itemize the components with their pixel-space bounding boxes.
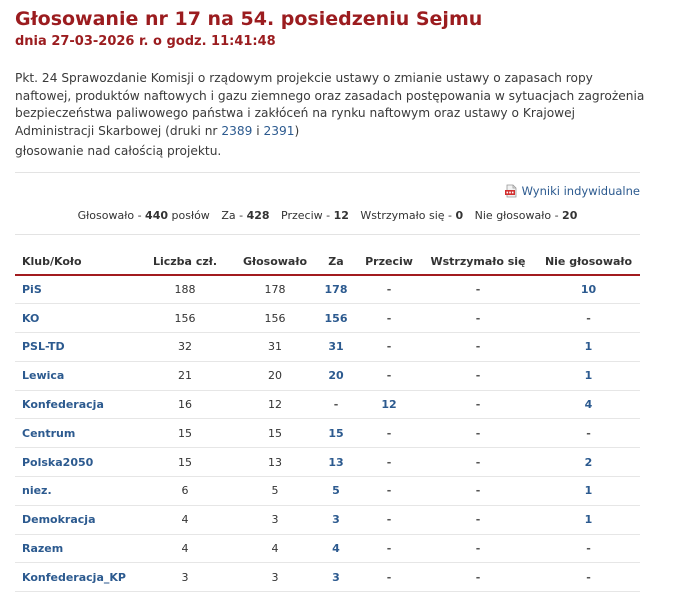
cell-voted: 5 <box>237 477 313 506</box>
cell-abstain: - <box>419 275 537 304</box>
cell-club[interactable]: Konfederacja_KP <box>15 563 133 592</box>
individual-results-label[interactable]: Wyniki indywidualne <box>521 184 640 198</box>
cell-for: 15 <box>313 419 359 448</box>
divider <box>15 234 640 235</box>
cell-novote: 1 <box>537 505 640 534</box>
cell-abstain: - <box>419 505 537 534</box>
divider <box>15 172 640 173</box>
col-header-members: Liczba czł. <box>133 248 237 275</box>
cell-against: - <box>359 477 419 506</box>
col-header-abstain: Wstrzymało się <box>419 248 537 275</box>
cell-members: 16 <box>133 390 237 419</box>
table-row <box>15 448 640 477</box>
cell-voted: 4 <box>237 534 313 563</box>
cell-abstain: - <box>419 477 537 506</box>
summary-against: Przeciw - 12 <box>281 209 349 222</box>
individual-results-link[interactable] <box>504 184 640 198</box>
table-row <box>15 563 640 592</box>
cell-voted: 156 <box>237 304 313 333</box>
cell-novote: 1 <box>537 333 640 362</box>
cell-members: 21 <box>133 361 237 390</box>
cell-novote: 4 <box>537 390 640 419</box>
cell-club[interactable]: Polska2050 <box>15 448 133 477</box>
cell-abstain: - <box>419 563 537 592</box>
cell-abstain: - <box>419 419 537 448</box>
col-header-for: Za <box>313 248 359 275</box>
cell-for: 5 <box>313 477 359 506</box>
cell-members: 4 <box>133 505 237 534</box>
cell-novote: 10 <box>537 275 640 304</box>
cell-for: 3 <box>313 563 359 592</box>
table-row <box>15 361 640 390</box>
pdf-icon <box>504 184 518 198</box>
table-row <box>15 304 640 333</box>
cell-for: 31 <box>313 333 359 362</box>
cell-members: 32 <box>133 333 237 362</box>
cell-voted: 31 <box>237 333 313 362</box>
summary-abstain: Wstrzymało się - 0 <box>360 209 464 222</box>
summary-novote: Nie głosowało - 20 <box>474 209 578 222</box>
table-row <box>15 419 640 448</box>
table-row <box>15 390 640 419</box>
cell-voted: 3 <box>237 563 313 592</box>
cell-club[interactable]: Lewica <box>15 361 133 390</box>
table-row <box>15 333 640 362</box>
cell-members: 15 <box>133 419 237 448</box>
table-header-row <box>15 248 640 275</box>
table-row <box>15 477 640 506</box>
cell-abstain: - <box>419 333 537 362</box>
cell-abstain: - <box>419 304 537 333</box>
agenda-description <box>15 70 645 140</box>
cell-club[interactable]: KO <box>15 304 133 333</box>
cell-members: 4 <box>133 534 237 563</box>
cell-for: - <box>313 390 359 419</box>
cell-voted: 12 <box>237 390 313 419</box>
cell-members: 156 <box>133 304 237 333</box>
cell-club[interactable]: Centrum <box>15 419 133 448</box>
col-header-voted: Głosowało <box>237 248 313 275</box>
table-row <box>15 505 640 534</box>
cell-voted: 178 <box>237 275 313 304</box>
col-header-club: Klub/Koło <box>15 248 133 275</box>
agenda-text: Pkt. 24 Sprawozdanie Komisji o rządowym projekcie ustawy o zmianie ustawy o zapasach ropy naftowej, produktów naftowych i gazu ziemnego oraz zasadach postępowania w sytuacjach zagrożenia bezpieczeństwa paliwowego państwa i zakłóceń na rynku naftowym oraz ustawy o Krajowej Administracji Skarbowej (druki nr <box>15 71 645 138</box>
cell-voted: 15 <box>237 419 313 448</box>
cell-novote: 2 <box>537 448 640 477</box>
summary-for: Za - 428 <box>221 209 270 222</box>
col-header-against: Przeciw <box>359 248 419 275</box>
vote-summary <box>15 209 640 222</box>
cell-novote: - <box>537 534 640 563</box>
cell-voted: 3 <box>237 505 313 534</box>
col-header-novote: Nie głosowało <box>537 248 640 275</box>
cell-club[interactable]: niez. <box>15 477 133 506</box>
table-row <box>15 534 640 563</box>
cell-club[interactable]: PiS <box>15 275 133 304</box>
cell-abstain: - <box>419 534 537 563</box>
cell-novote: - <box>537 563 640 592</box>
cell-for: 178 <box>313 275 359 304</box>
cell-members: 6 <box>133 477 237 506</box>
cell-against: - <box>359 333 419 362</box>
print-link-2389[interactable]: 2389 <box>221 123 253 138</box>
cell-against: - <box>359 304 419 333</box>
cell-novote: - <box>537 304 640 333</box>
print-joiner: i <box>252 123 264 138</box>
cell-novote: 1 <box>537 361 640 390</box>
cell-against: - <box>359 419 419 448</box>
cell-for: 4 <box>313 534 359 563</box>
summary-voted: Głosowało - 440 posłów <box>77 209 210 222</box>
agenda-closing: ) <box>294 123 300 138</box>
cell-voted: 13 <box>237 448 313 477</box>
cell-club[interactable]: Demokracja <box>15 505 133 534</box>
results-table <box>15 248 640 592</box>
cell-for: 156 <box>313 304 359 333</box>
vote-scope: głosowanie nad całością projektu. <box>15 144 222 158</box>
page-title: Głosowanie nr 17 na 54. posiedzeniu Sejmu <box>15 8 483 30</box>
table-row <box>15 275 640 304</box>
cell-novote: 1 <box>537 477 640 506</box>
cell-for: 20 <box>313 361 359 390</box>
cell-for: 13 <box>313 448 359 477</box>
cell-abstain: - <box>419 361 537 390</box>
print-link-2391[interactable]: 2391 <box>263 123 295 138</box>
cell-members: 3 <box>133 563 237 592</box>
cell-for: 3 <box>313 505 359 534</box>
cell-abstain: - <box>419 448 537 477</box>
cell-members: 188 <box>133 275 237 304</box>
cell-club[interactable]: Konfederacja <box>15 390 133 419</box>
cell-members: 15 <box>133 448 237 477</box>
vote-datetime: dnia 27-03-2026 r. o godz. 11:41:48 <box>15 34 276 49</box>
cell-against: - <box>359 448 419 477</box>
cell-novote: - <box>537 419 640 448</box>
cell-against: 12 <box>359 390 419 419</box>
cell-against: - <box>359 534 419 563</box>
cell-voted: 20 <box>237 361 313 390</box>
cell-against: - <box>359 505 419 534</box>
cell-against: - <box>359 275 419 304</box>
cell-club[interactable]: PSL-TD <box>15 333 133 362</box>
cell-against: - <box>359 563 419 592</box>
cell-club[interactable]: Razem <box>15 534 133 563</box>
cell-abstain: - <box>419 390 537 419</box>
cell-against: - <box>359 361 419 390</box>
